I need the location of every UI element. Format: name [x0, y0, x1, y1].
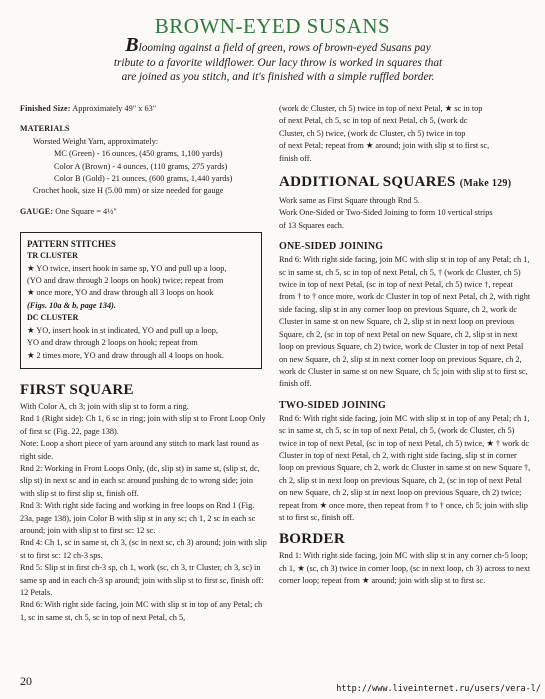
additional-line: Work One-Sided or Two-Sided Joining to form 10 vertical strips: [279, 208, 493, 218]
continued-line: of next Petal, ch 5, sc in top of next Petal, ch 5, (work dc: [279, 116, 468, 126]
right-column: [279, 103, 531, 588]
tr-cluster-title: TR CLUSTER: [27, 251, 78, 261]
left-column: [20, 103, 268, 624]
finished-size-value: Approximately 49" x 63": [70, 104, 157, 113]
tr-cluster-line: ★ YO twice, insert hook in same sp, YO and pull up a loop,: [27, 263, 227, 273]
tr-cluster-line: (YO and draw through 2 loops on hook) twice; repeat from: [27, 276, 224, 286]
additional-line: of 13 Squares each.: [279, 220, 344, 230]
border-text: Rnd 1: With right side facing, join MC with slip st in any corner ch-5 loop; ch 1, ★ (sc, ch 3) twice in corner loop, (sc in next loop, ch 3) across to next corner loop; repeat from ★ around; join with slip st to first sc.: [279, 551, 531, 586]
additional-line: Work same as First Square through Rnd 5.: [279, 196, 420, 206]
continued-line: (work dc Cluster, ch 5) twice in top of next Petal, ★ sc in top: [279, 104, 483, 113]
gauge: [20, 206, 268, 218]
page-number: 20: [20, 674, 32, 688]
one-sided-text: Rnd 6: With right side facing, join MC with slip st in top of any Petal; ch 1, sc in same st, ch 5, sc in top of next Petal, ch 5, † (work dc Cluster, ch 5) twice in top of next Petal, (sc in top of next Petal, ch 5) twice †, repeat from † to † once more, work dc Cluster in top of next Petal, ch 2, with right side facing, slip st in any corner loop on previous Square, ch 2, work dc Cluster in same st on new Square, ch 2, slip st in next loop on previous Square, ch 2, (sc in top of next Petal on new Square, ch 2, slip st in next loop on previous Square, ch 2) twice, work dc Cluster in top of next Petal on new Square, ch 2, slip st in next corner loop on previous Square, ch 2, work dc Cluster in same st on new Square, ch 5; join with slip st to first sc, finish off.: [279, 255, 531, 389]
dc-cluster-line: ★ 2 times more, YO and draw through all 4 loops on hook.: [27, 350, 225, 360]
intro-text: [108, 34, 448, 85]
gauge-value: One Square = 4½": [53, 206, 117, 216]
intro-dropcap: B: [125, 34, 139, 56]
first-square-para: With Color A, ch 3; join with slip st to form a ring.: [20, 401, 189, 411]
first-square-para: Rnd 2: Working in Front Loops Only, (dc, slip st) in same st, (slip st, dc, slip st) in next sc and in each sc around pushing dc to wrong side; join with slip st to first slip st, finish off.: [20, 463, 260, 498]
first-square-heading: FIRST SQUARE: [20, 381, 134, 398]
intro-line-1: looming against a field of green, rows of brown-eyed Susans pay: [138, 42, 431, 54]
first-square-para: Rnd 1 (Right side): Ch 1, 6 sc in ring; join with slip st to Front Loop Only of first sc (Fig. 22, page 138).: [20, 414, 266, 436]
two-sided-text: Rnd 6: With right side facing, join MC with slip st in top of any Petal; ch 1, sc in same st, ch 5, sc in top of next Petal, ch 5, (work dc Cluster, ch 5) twice in top of next Petal, (sc in top of next Petal, ch 5) twice, ★ † work dc Cluster in top of next Petal, ch 2, with right side facing, slip st in corner loop on previous Square, ch 2, work dc Cluster in same st on new Square †, ch 2, slip st in next loop on previous Square, ch 2, (sc in top of next Petal on new Square, ch 2, slip st in next loop on previous Square, ch 2) twice; repeat from ★ once more, then repeat from † to † once, ch 5; join with slip st to first sc, finish off.: [279, 413, 531, 522]
pattern-stitches-title: PATTERN STITCHES: [27, 239, 116, 250]
materials-line: Color A (Brown) - 4 ounces, (110 grams, 275 yards): [54, 161, 228, 171]
dc-cluster-line: YO and draw through 2 loops on hook; repeat from: [27, 338, 198, 348]
first-square-para: Rnd 6: With right side facing, join MC with slip st in top of any Petal; ch 1, sc in same st, ch 5, sc in top of next Petal, ch 5,: [20, 600, 263, 622]
additional-squares-title: ADDITIONAL SQUARES: [279, 174, 456, 191]
continued-line: of next Petal; repeat from ★ around; join with slip st to first sc,: [279, 141, 490, 151]
gauge-label: GAUGE:: [20, 206, 54, 216]
materials-line: Worsted Weight Yarn, approximately:: [33, 136, 159, 146]
page-title: BROWN-EYED SUSANS: [154, 14, 391, 38]
border-heading: BORDER: [279, 531, 345, 548]
first-square-para: Rnd 5: Slip st in first ch-3 sp, ch 1, work (sc, ch 3, tr Cluster, ch 3, sc) in same sp and in each ch-3 sp around; join with slip st to first sc, finish off: 12 Petals.: [20, 563, 264, 597]
continued-line: finish off.: [279, 153, 312, 163]
finished-size: [20, 103, 268, 115]
materials-line: MC (Green) - 16 ounces, (450 grams, 1,100 yards): [54, 149, 223, 159]
intro-line-2: tribute to a favorite wildflower. Our lacy throw is worked in squares that: [113, 56, 443, 69]
finished-size-label: Finished Size:: [20, 104, 71, 113]
dc-cluster-line: ★ YO, insert hook in st indicated, YO and pull up a loop,: [27, 325, 218, 335]
intro-line-3: are joined as you stitch, and it's finished with a simple ruffled border.: [121, 71, 435, 83]
two-sided-heading: TWO-SIDED JOINING: [279, 399, 387, 411]
pattern-stitches-box: [20, 232, 262, 369]
tr-cluster-figref: (Figs. 10a & b, page 134).: [27, 300, 116, 310]
watermark-url: http://www.liveinternet.ru/users/vera-l/: [336, 684, 541, 694]
materials-line: Crochet hook, size H (5.00 mm) or size needed for gauge: [33, 186, 224, 196]
additional-squares-count: (Make 129): [459, 178, 512, 190]
first-square-para: Note: Loop a short piece of yarn around any stitch to mark last round as right side.: [20, 439, 259, 461]
materials-line: Color B (Gold) - 21 ounces, (600 grams, 1,440 yards): [54, 174, 233, 184]
one-sided-heading: ONE-SIDED JOINING: [279, 241, 384, 253]
dc-cluster-title: DC CLUSTER: [27, 313, 79, 323]
first-square-para: Rnd 4: Ch 1, sc in same st, ch 3, (sc in next sc, ch 3) around; join with slip st to first sc: 12 ch-3 sps.: [20, 538, 267, 560]
first-square-para: Rnd 3: With right side facing and working in free loops on Rnd 1 (Fig. 23a, page 138), join Color B with slip st in any sc; ch 1, 2 sc in each sc around; join with slip st to first sc: 12 sc.: [20, 501, 256, 535]
materials-label: MATERIALS: [20, 124, 70, 134]
continued-line: Cluster, ch 5) twice, (work dc Cluster, ch 5) twice in top: [279, 128, 466, 138]
tr-cluster-line: ★ once more, YO and draw through all 3 loops on hook: [27, 288, 214, 298]
additional-squares-heading: [279, 173, 531, 193]
